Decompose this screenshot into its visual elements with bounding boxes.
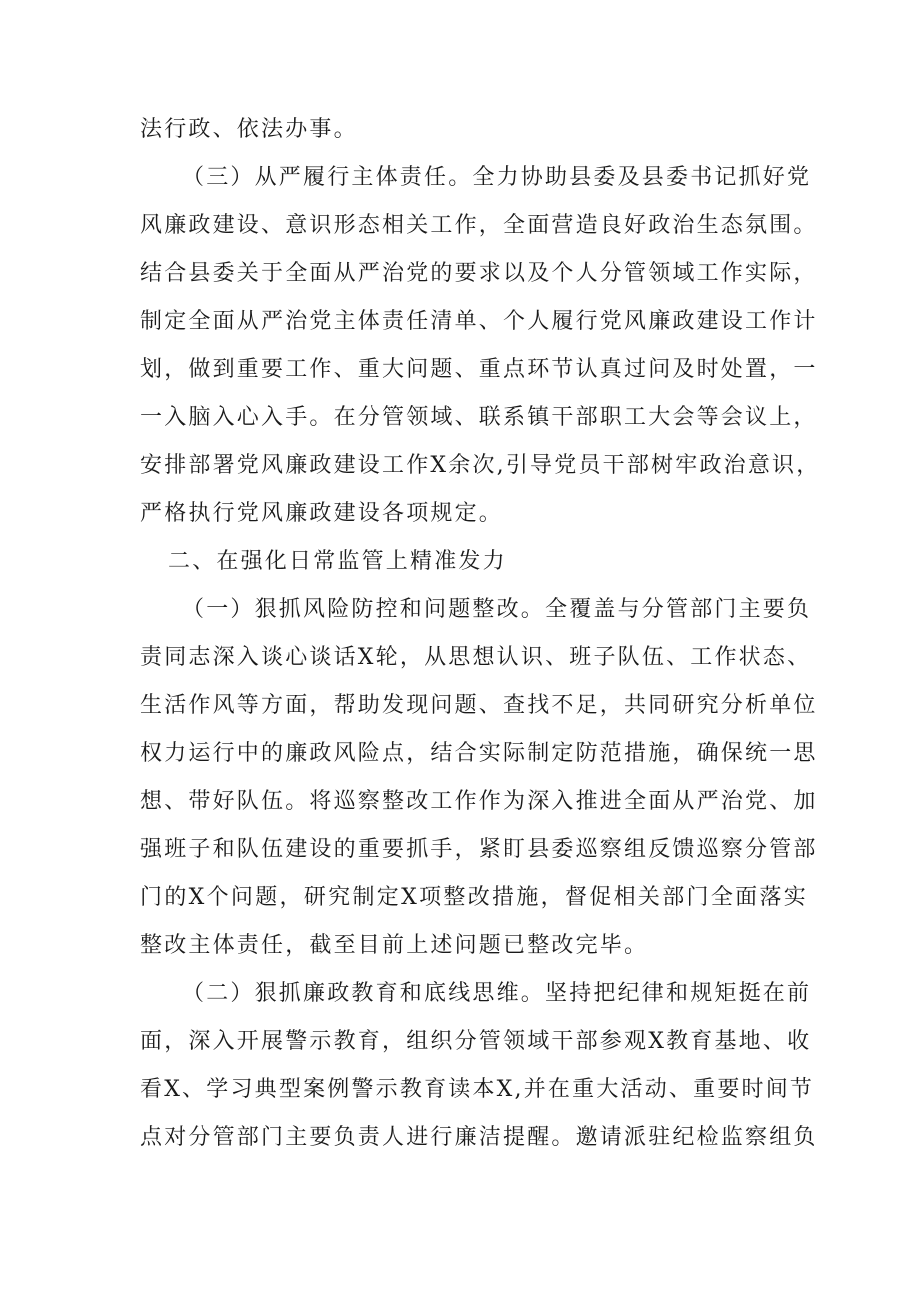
text-line: 严格执行党风廉政建设各项规定。 xyxy=(140,501,504,526)
text-line: 面，深入开展警示教育，组织分管领域干部参观X教育基地、收 xyxy=(140,1029,812,1054)
section-heading xyxy=(140,538,808,586)
text-line: 结合县委关于全面从严治党的要求以及个人分管领域工作实际， xyxy=(140,261,818,286)
text-line: 一入脑入心入手。在分管领域、联系镇干部职工大会等会议上， xyxy=(140,405,818,430)
text-line: 权力运行中的廉政风险点，结合实际制定防范措施，确保统一思 xyxy=(140,741,818,766)
text-line: 看X、学习典型案例警示教育读本X,并在重大活动、重要时间节 xyxy=(140,1077,815,1102)
text-line: （一）狠抓风险防控和问题整改。全覆盖与分管部门主要负 xyxy=(182,597,812,622)
paragraph-section-2-1 xyxy=(140,586,818,970)
text-line: 想、带好队伍。将巡察整改工作作为深入推进全面从严治党、加 xyxy=(140,789,818,814)
document-page xyxy=(140,106,821,1162)
text-line: 制定全面从严治党主体责任清单、个人履行党风廉政建设工作计 xyxy=(140,309,818,334)
paragraph-section-2-2 xyxy=(140,970,818,1162)
text-line: （三）从严履行主体责任。全力协助县委及县委书记抓好党 xyxy=(182,165,812,190)
text-line: 门的X个问题，研究制定X项整改措施，督促相关部门全面落实 xyxy=(140,885,808,910)
paragraph-continuation xyxy=(140,106,808,154)
text-line: 整改主体责任，截至目前上述问题已整改完毕。 xyxy=(140,933,649,958)
text-line: （二）狠抓廉政教育和底线思维。坚持把纪律和规矩挺在前 xyxy=(182,981,812,1006)
paragraph-section-1-3 xyxy=(140,154,821,538)
text-line: 责同志深入谈心谈话X轮，从思想认识、班子队伍、工作状态、 xyxy=(140,645,812,670)
text-line: 安排部署党风廉政建设工作X余次,引导党员干部树牢政治意识， xyxy=(140,453,821,478)
text-line: 风廉政建设、意识形态相关工作，全面营造良好政治生态氛围。 xyxy=(140,213,818,238)
text-line: 生活作风等方面，帮助发现问题、查找不足，共同研究分析单位 xyxy=(140,693,818,718)
text-line: 法行政、依法办事。 xyxy=(140,117,358,142)
text-line: 划，做到重要工作、重大问题、重点环节认真过问及时处置，一 xyxy=(140,357,818,382)
text-line: 点对分管部门主要负责人进行廉洁提醒。邀请派驻纪检监察组负 xyxy=(140,1125,818,1150)
text-line: 强班子和队伍建设的重要抓手，紧盯县委巡察组反馈巡察分管部 xyxy=(140,837,818,862)
heading-text: 二、在强化日常监管上精准发力 xyxy=(168,549,507,574)
